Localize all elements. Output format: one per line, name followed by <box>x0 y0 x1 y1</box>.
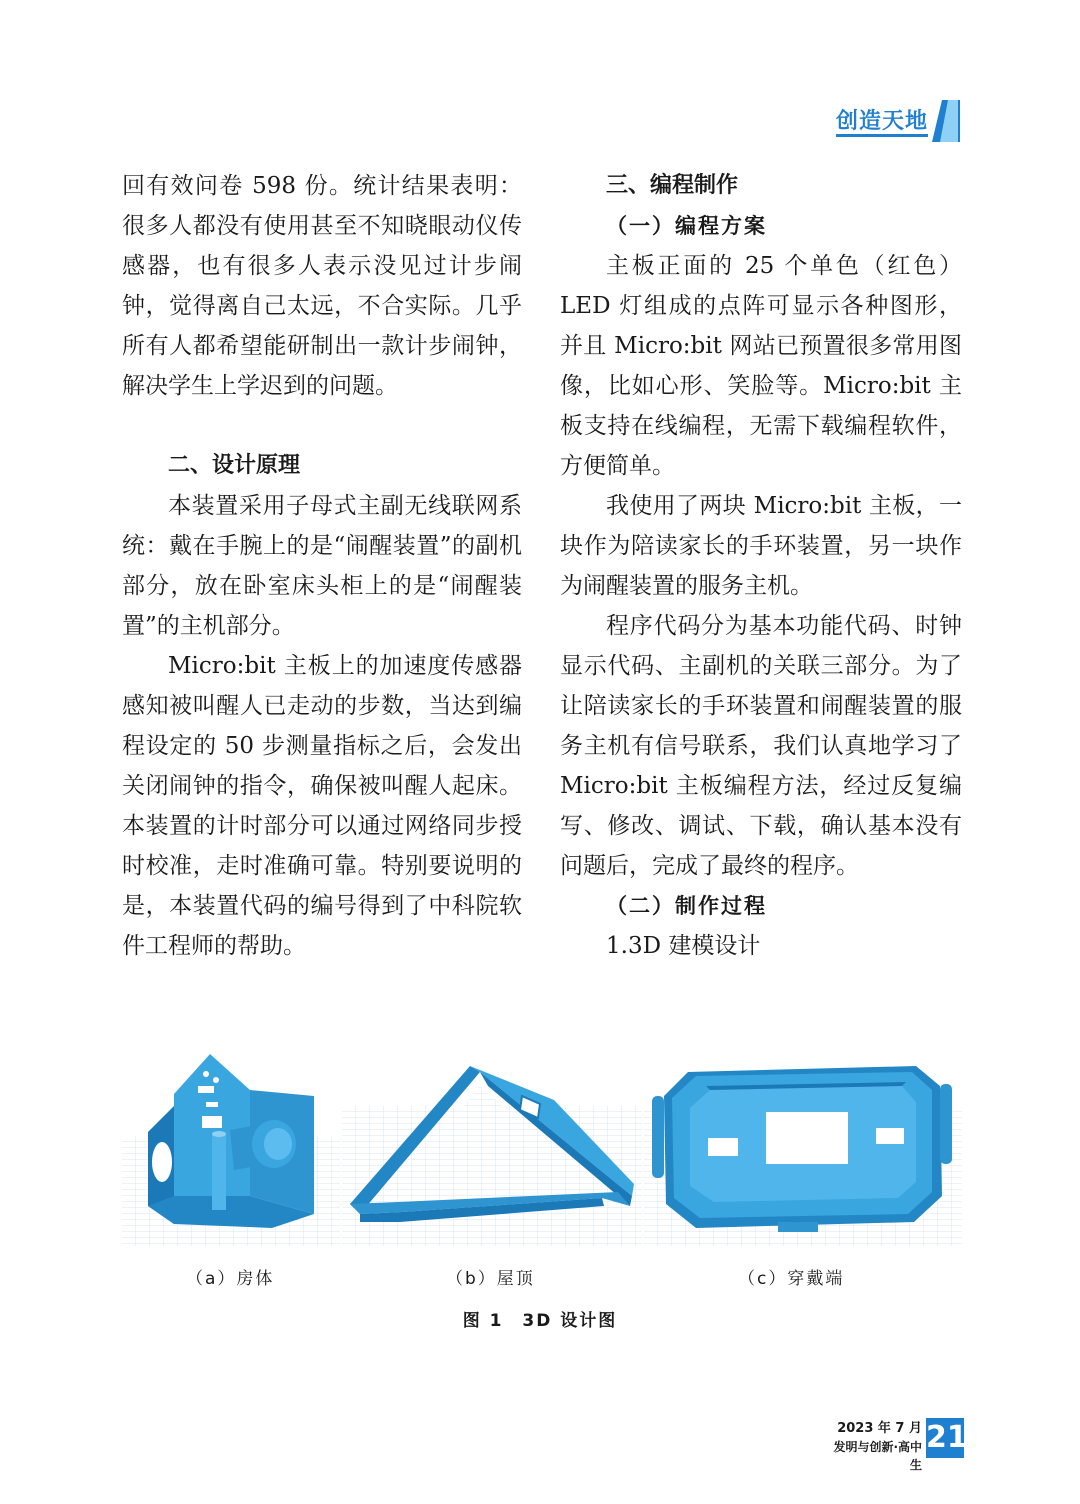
figure-3d-designs <box>122 1046 962 1246</box>
wearable-end-model-image <box>644 1046 962 1246</box>
house-body-model-image <box>122 1046 340 1246</box>
right-paragraph-1: 主板正面的 25 个单色（红色）LED 灯组成的点阵可显示各种图形，并且 Micro:bit 网站已预置很多常用图像，比如心形、笑脸等。Micro:bit 主板支持在线编程，无需下载编程软件，方便简单。 <box>560 253 962 479</box>
subheading-production-process: （二）制作过程 <box>606 893 767 918</box>
subheading-programming-plan: （一）编程方案 <box>606 213 767 238</box>
right-paragraph-3: 程序代码分为基本功能代码、时钟显示代码、主副机的关联三部分。为了让陪读家长的手环装置和闹醒装置的服务主机有信号联系，我们认真地学习了 Micro:bit 主板编程方法，经过反复编写、修改、调试、下载，确认基本没有问题后，完成了最终的程序。 <box>560 613 962 879</box>
caption-house-body: （a）房体 <box>186 1269 275 1289</box>
section-tag-text: 创造天地 <box>836 109 929 134</box>
footer-info <box>826 1420 922 1474</box>
figure-title: 图 1 3D 设计图 <box>462 1311 618 1331</box>
caption-roof: （b）屋顶 <box>446 1269 535 1289</box>
right-paragraph-2: 我使用了两块 Micro:bit 主板，一块作为陪读家长的手环装置，另一块作为闹醒装置的服务主机。 <box>560 493 962 599</box>
right-column <box>560 166 962 966</box>
caption-wearable-end: （c）穿戴端 <box>738 1269 845 1289</box>
left-paragraph-1: 回有效问卷 598 份。统计结果表明：很多人都没有使用甚至不知晓眼动仪传感器，也有很多人表示没见过计步闹钟，觉得离自己太远，不合实际。几乎所有人都希望能研制出一款计步闹钟，解决学生上学迟到的问题。 <box>122 173 522 399</box>
section-tag <box>836 100 962 142</box>
left-column <box>122 166 522 966</box>
left-paragraph-2: 本装置采用子母式主副无线联网系统：戴在手腕上的是“闹醒装置”的副机部分，放在卧室床头柜上的是“闹醒装置”的主机部分。 <box>122 493 522 639</box>
heading-design-principle: 二、设计原理 <box>168 453 301 478</box>
page-number: 21 <box>926 1418 964 1458</box>
list-item-3d-modeling: 1.3D 建模设计 <box>606 933 761 959</box>
footer-magazine: 发明与创新·高中生 <box>833 1440 922 1472</box>
section-tag-slash-icon <box>932 100 960 142</box>
section-tag-underline <box>836 134 928 137</box>
heading-programming: 三、编程制作 <box>606 173 739 198</box>
footer-date: 2023 年 7 月 <box>837 1421 922 1436</box>
left-paragraph-3: Micro:bit 主板上的加速度传感器感知被叫醒人已走动的步数，当达到编程设定的 50 步测量指标之后，会发出关闭闹钟的指令，确保被叫醒人起床。本装置的计时部分可以通过网络同步授时校准，走时准确可靠。特别要说明的是，本装置代码的编号得到了中科院软件工程师的帮助。 <box>122 653 522 959</box>
roof-model-image <box>342 1046 642 1246</box>
